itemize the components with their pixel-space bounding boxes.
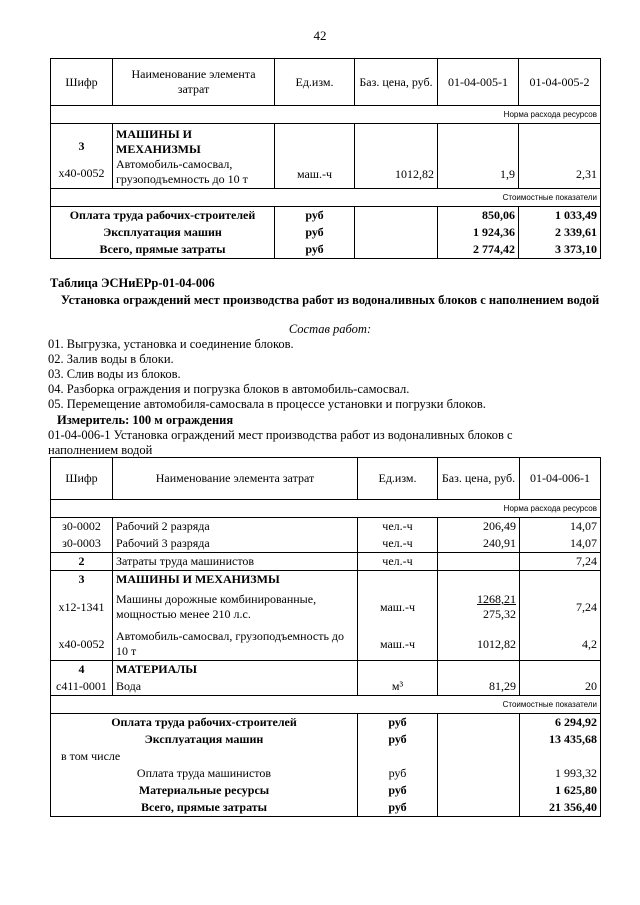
- row-value: 4,2: [520, 623, 601, 661]
- table-subtitle: Установка ограждений мест производства работ из водоналивных блоков с наполнением водой: [60, 293, 600, 307]
- row-price: 240,91: [438, 535, 520, 553]
- row-price: [438, 553, 520, 571]
- col-header-unit: Ед.изм.: [358, 458, 438, 500]
- row-unit: чел.-ч: [358, 535, 438, 553]
- section-number: 4: [51, 661, 113, 679]
- row-name: Машины дорожные комбинированные, мощностью менее 210 л.с.: [113, 588, 358, 623]
- total-name: Всего, прямые затраты: [51, 799, 358, 817]
- section-row: [51, 571, 601, 589]
- list-item: 02. Залив воды в блоки.: [48, 352, 174, 366]
- list-item: 05. Перемещение автомобиля-самосвала в процессе установки и погрузки блоков.: [48, 397, 486, 411]
- row-name: Рабочий 2 разряда: [113, 518, 358, 536]
- total-name: Оплата труда машинистов: [51, 765, 358, 782]
- col-header-code: Шифр: [51, 59, 113, 106]
- total-name: Оплата труда рабочих-строителей: [51, 714, 358, 732]
- row-price: 1012,82: [438, 623, 520, 661]
- row-unit: чел.-ч: [358, 553, 438, 571]
- row-code: з0-0003: [51, 535, 113, 553]
- row-code: 2: [51, 553, 113, 571]
- table-row: [51, 241, 601, 259]
- norm-label-row: [51, 106, 601, 124]
- row-code: х12-1341: [51, 588, 113, 623]
- table-row: [51, 207, 601, 225]
- item-price: 1012,82: [355, 124, 438, 189]
- item-value-1: 1,9: [438, 124, 519, 189]
- table-row: [51, 588, 601, 623]
- total-unit: руб: [275, 224, 355, 241]
- item-name: Автомобиль-самосвал, грузоподъемность до 10 т: [116, 157, 248, 186]
- table-01-04-005: [50, 58, 601, 259]
- col-header-price: Баз. цена, руб.: [355, 59, 438, 106]
- table-row: [51, 124, 601, 189]
- row-price: 206,49: [438, 518, 520, 536]
- total-unit: руб: [358, 799, 438, 817]
- total-value: 1 625,80: [520, 782, 601, 799]
- code-description: 01-04-006-1 Установка ограждений мест производства работ из водоналивных блоков с наполнением водой: [48, 428, 513, 457]
- table-row: [51, 782, 601, 799]
- row-name: Вода: [113, 678, 358, 696]
- table-row: [51, 518, 601, 536]
- total-unit: руб: [358, 765, 438, 782]
- total-unit: руб: [275, 207, 355, 225]
- row-value: 7,24: [520, 553, 601, 571]
- total-value: 13 435,68: [520, 731, 601, 748]
- col-header-code1: 01-04-006-1: [520, 458, 601, 500]
- total-unit: руб: [358, 714, 438, 732]
- row-value: 20: [520, 678, 601, 696]
- cost-label-row: [51, 189, 601, 207]
- row-unit: м³: [358, 678, 438, 696]
- works-list: [48, 337, 608, 412]
- row-name: Рабочий 3 разряда: [113, 535, 358, 553]
- norm-label: Норма расхода ресурсов: [51, 500, 601, 518]
- page-number: 42: [313, 28, 327, 43]
- row-code: з0-0002: [51, 518, 113, 536]
- table-row: [51, 623, 601, 661]
- total-value: 6 294,92: [520, 714, 601, 732]
- col-header-price: Баз. цена, руб.: [438, 458, 520, 500]
- col-header-code1: 01-04-005-1: [438, 59, 519, 106]
- col-header-name: Наименование элемента затрат: [113, 458, 358, 500]
- total-value: 21 356,40: [520, 799, 601, 817]
- norm-label: Норма расхода ресурсов: [51, 106, 601, 124]
- col-header-unit: Ед.изм.: [275, 59, 355, 106]
- row-value: 7,24: [520, 588, 601, 623]
- col-header-code: Шифр: [51, 458, 113, 500]
- total-value-2: 3 373,10: [519, 241, 601, 259]
- row-unit: маш.-ч: [358, 623, 438, 661]
- total-value-2: 1 033,49: [519, 207, 601, 225]
- row-unit: маш.-ч: [358, 588, 438, 623]
- total-value-1: 850,06: [438, 207, 519, 225]
- total-name: Эксплуатация машин: [51, 224, 275, 241]
- table-row: [51, 748, 601, 765]
- cost-label: Стоимостные показатели: [51, 189, 601, 207]
- row-value: 14,07: [520, 518, 601, 536]
- table-row: [51, 731, 601, 748]
- total-name: Материальные ресурсы: [51, 782, 358, 799]
- item-unit: маш.-ч: [275, 124, 355, 189]
- row-code: х40-0052: [51, 623, 113, 661]
- list-item: 03. Слив воды из блоков.: [48, 367, 181, 381]
- norm-label-row: [51, 500, 601, 518]
- row-unit: чел.-ч: [358, 518, 438, 536]
- total-unit: руб: [358, 782, 438, 799]
- row-price: 1268,21: [477, 592, 516, 606]
- total-value-1: 1 924,36: [438, 224, 519, 241]
- section-title: МАШИНЫ И МЕХАНИЗМЫ: [116, 127, 201, 156]
- cost-label-row: [51, 696, 601, 714]
- col-header-name: Наименование элемента затрат: [113, 59, 275, 106]
- col-header-code2: 01-04-005-2: [519, 59, 601, 106]
- total-name: Оплата труда рабочих-строителей: [51, 207, 275, 225]
- table-row: [51, 714, 601, 732]
- item-value-2: 2,31: [519, 124, 601, 189]
- table-row: [51, 678, 601, 696]
- section-title: МАТЕРИАЛЫ: [113, 661, 358, 679]
- list-item: 04. Разборка ограждения и погрузка блоков в автомобиль-самосвал.: [48, 382, 410, 396]
- list-item: 01. Выгрузка, установка и соединение блоков.: [48, 337, 294, 351]
- row-value: 14,07: [520, 535, 601, 553]
- row-price: 81,29: [438, 678, 520, 696]
- measure: Измеритель: 100 м ограждения: [57, 413, 234, 427]
- table-row: [51, 224, 601, 241]
- table-header-row: [51, 59, 601, 106]
- row-price-secondary: 275,32: [483, 607, 516, 621]
- total-name: Эксплуатация машин: [51, 731, 358, 748]
- section-number: 3: [78, 138, 85, 153]
- table-title: Таблица ЭСНиЕРр-01-04-006: [50, 276, 215, 290]
- total-unit: руб: [358, 731, 438, 748]
- total-value-1: 2 774,42: [438, 241, 519, 259]
- total-unit: руб: [275, 241, 355, 259]
- total-value-2: 2 339,61: [519, 224, 601, 241]
- table-row: [51, 553, 601, 571]
- item-code: х40-0052: [58, 165, 105, 180]
- section-row: [51, 661, 601, 679]
- table-header-row: [51, 458, 601, 500]
- composition-title: Состав работ:: [288, 322, 372, 336]
- row-name: Автомобиль-самосвал, грузоподъемность до 10 т: [113, 623, 358, 661]
- row-code: с411-0001: [51, 678, 113, 696]
- total-name: Всего, прямые затраты: [51, 241, 275, 259]
- table-row: [51, 765, 601, 782]
- section-number: 3: [51, 571, 113, 589]
- total-value: 1 993,32: [520, 765, 601, 782]
- table-row: [51, 799, 601, 817]
- row-name: Затраты труда машинистов: [113, 553, 358, 571]
- section-title: МАШИНЫ И МЕХАНИЗМЫ: [113, 571, 358, 589]
- cost-label: Стоимостные показатели: [51, 696, 601, 714]
- total-name: в том числе: [51, 748, 358, 765]
- table-row: [51, 535, 601, 553]
- table-01-04-006: [50, 457, 601, 817]
